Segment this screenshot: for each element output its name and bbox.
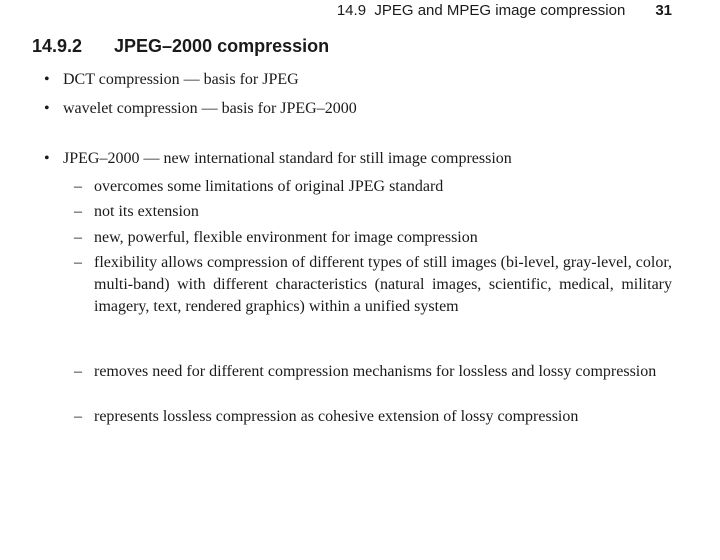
dash-marker: – (74, 408, 82, 425)
sub-item-extension (74, 201, 672, 223)
sub-item-flexibility (74, 252, 672, 318)
page-number: 31 (655, 2, 672, 19)
bullet-marker: • (44, 150, 50, 167)
bullet-item-dct (44, 69, 683, 91)
dash-marker: – (74, 203, 82, 220)
sub-item-text: removes need for different compression mechanisms for lossless and lossy compression (94, 363, 657, 380)
sub-item-text: new, powerful, flexible environment for image compression (94, 229, 478, 246)
running-header (337, 0, 672, 22)
dash-marker: – (74, 363, 82, 380)
sub-item-mechanisms (74, 361, 672, 383)
bullet-marker: • (44, 71, 50, 88)
section-title: JPEG–2000 compression (114, 36, 330, 56)
sub-item-text: overcomes some limitations of original JPEG standard (94, 178, 444, 195)
bullet-marker: • (44, 100, 50, 117)
bullet-text: JPEG–2000 — new international standard for still image compression (63, 150, 512, 167)
bullet-text: wavelet compression — basis for JPEG–2000 (63, 100, 357, 117)
bullet-text: DCT compression — basis for JPEG (63, 71, 299, 88)
sub-item-text: flexibility allows compression of different types of still images (bi-level, gray-level, color, multi-band) with different characteristics (natural images, scientific, medical, military imagery, text, rendered graphics) within a unified system (94, 254, 672, 315)
running-title: 14.9 JPEG and MPEG image compression (336, 2, 626, 19)
section-number: 14.9.2 (32, 36, 83, 56)
bullet-item-jpeg2000 (44, 148, 683, 170)
sub-item-text: not its extension (94, 203, 199, 220)
sub-item-lossless (74, 406, 672, 428)
sub-item-limitations (74, 176, 672, 198)
dash-marker: – (74, 254, 82, 271)
sub-item-environment (74, 227, 672, 249)
dash-marker: – (74, 178, 82, 195)
section-heading (32, 34, 329, 58)
dash-marker: – (74, 229, 82, 246)
sub-item-text: represents lossless compression as cohesive extension of lossy compression (94, 408, 579, 425)
bullet-item-wavelet (44, 98, 683, 120)
